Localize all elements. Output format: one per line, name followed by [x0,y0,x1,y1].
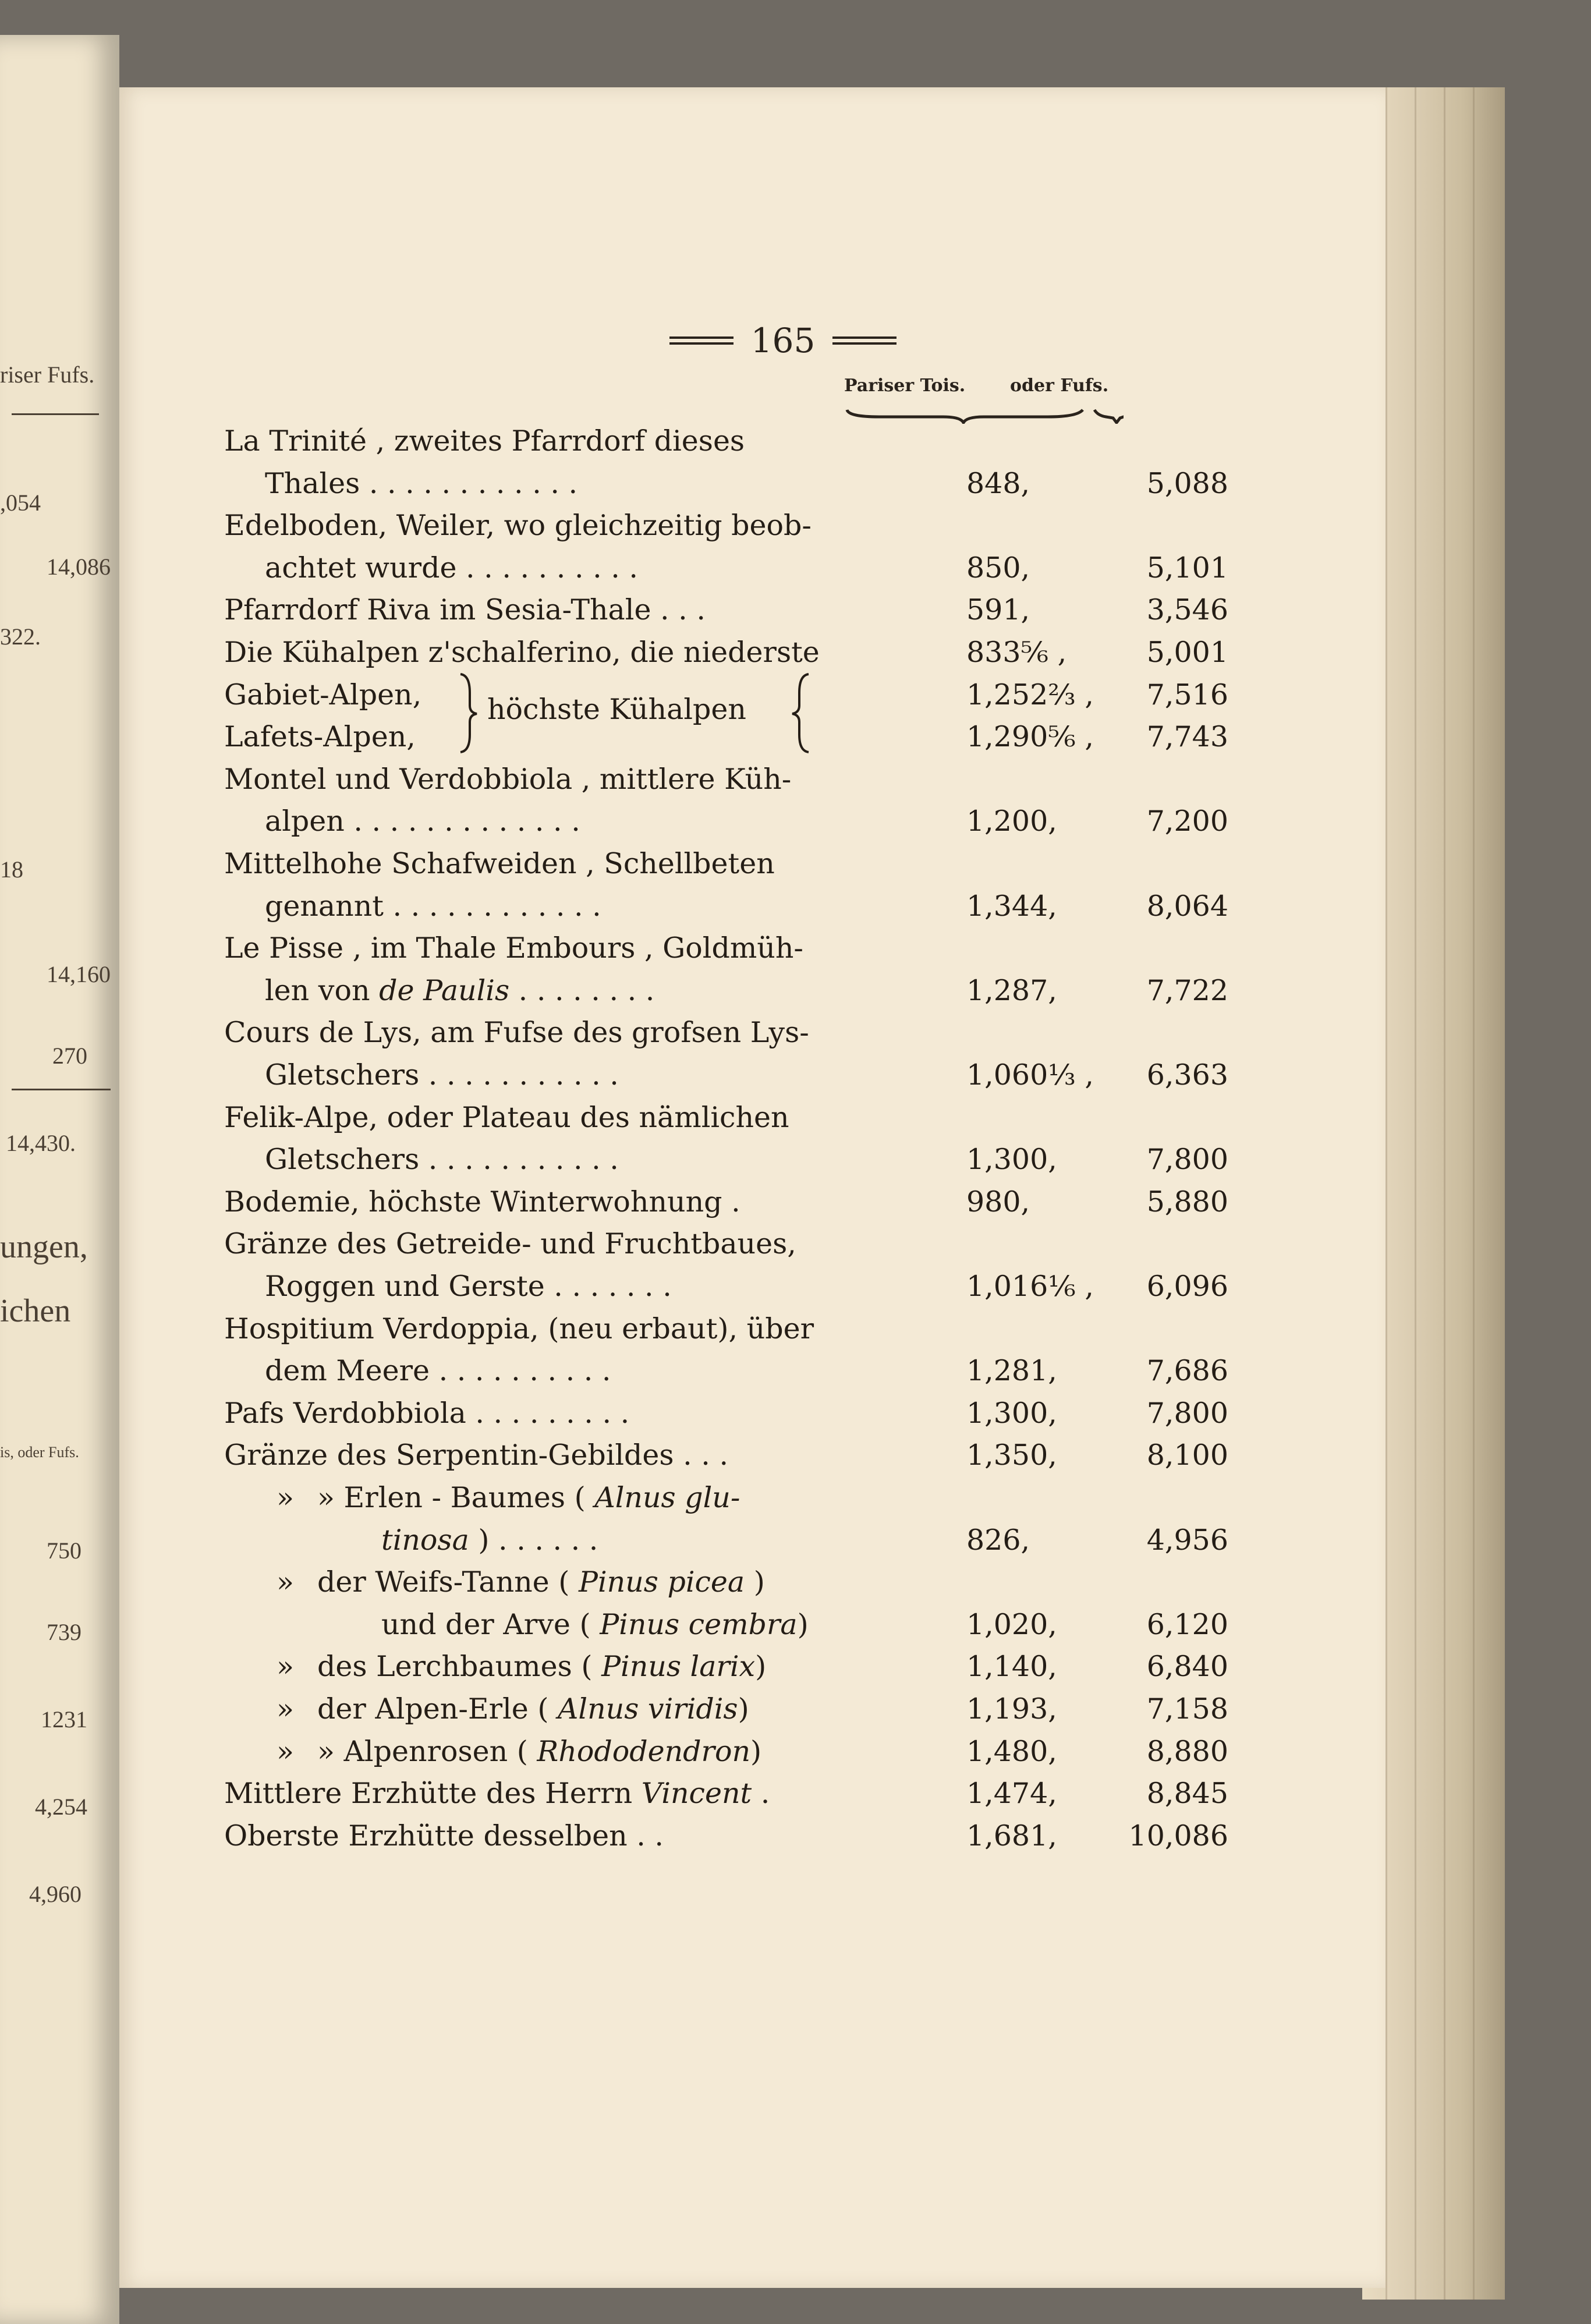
place-name [224,843,940,885]
value-toise: 1,300, [966,1143,1057,1177]
table-row [119,632,1386,674]
value-fuss: 4,956 [1146,1523,1228,1557]
table-row [119,1308,1386,1350]
place-name [265,1266,940,1308]
table-row [119,1350,1386,1392]
table-row [119,1097,1386,1139]
left-fragment: 270 [52,1043,87,1069]
value-fuss: 7,722 [1146,973,1228,1007]
place-name-text: alpen . . . . . . . . . . . . . [265,805,580,838]
table-row [119,1731,1386,1773]
place-name [265,1350,940,1392]
left-fragment: 739 [47,1619,82,1645]
place-name-text: len von [265,973,370,1007]
left-rule [12,1089,111,1090]
table-row [119,1773,1386,1815]
value-fuss: 7,800 [1146,1143,1228,1177]
place-name [224,674,451,716]
header-rule [832,336,897,345]
place-name-tail: . . . . . . . . [509,973,655,1007]
value-toise: 1,300, [966,1396,1057,1430]
place-name-italic: Pinus larix [601,1650,756,1684]
place-name [224,1012,940,1054]
left-curly-brace [457,669,480,757]
value-fuss: 6,120 [1146,1607,1228,1641]
value-toise: 1,252⅔ , [966,678,1094,711]
book-page [119,87,1386,2288]
table-row [119,759,1386,800]
value-toise: 1,200, [966,805,1057,838]
value-toise: 826, [966,1523,1030,1557]
ditto-mark: » [277,1734,294,1768]
left-fragment: ,054 [0,490,41,516]
place-name-italic: de Paulis [379,973,510,1007]
value-toise: 1,344, [966,889,1057,923]
left-fragment: 14,086 [47,554,111,580]
place-name-text: Bodemie, höchste Winterwohnung . [224,1185,740,1218]
page-header [643,314,923,367]
place-name [224,1773,940,1815]
place-name-text: achtet wurde . . . . . . . . . . [265,551,638,584]
place-name [224,589,940,631]
table-row [119,1815,1386,1857]
place-name [224,1731,940,1773]
value-fuss: 7,200 [1146,805,1228,838]
value-toise: 1,474, [966,1777,1057,1811]
place-name [224,1434,940,1476]
place-name [224,1393,940,1434]
left-fragment: riser Fufs. [0,362,95,388]
value-fuss: 6,840 [1146,1650,1228,1684]
table-row [119,1604,1386,1646]
place-name [265,547,940,589]
table-row [119,1646,1386,1688]
place-name [224,716,451,758]
value-toise: 1,287, [966,973,1057,1007]
value-toise: 980, [966,1185,1030,1218]
value-toise: 1,060⅓ , [966,1058,1094,1092]
table-row [119,589,1386,631]
table-row [119,1266,1386,1308]
place-name-text: Gletschers . . . . . . . . . . . [265,1143,619,1177]
place-name-text: und der Arve ( [381,1607,591,1641]
place-name-tail: ) [745,1565,765,1599]
place-name [224,1097,940,1139]
table-row [119,927,1386,969]
place-name-italic: Alnus viridis [558,1692,738,1726]
left-fragment: 14,160 [47,961,111,987]
place-name-text: Lafets-Alpen, [224,720,416,754]
place-name [224,1223,940,1265]
table-row [119,1054,1386,1096]
place-name [224,1646,940,1688]
table-row [119,1181,1386,1223]
place-name-text: Cours de Lys, am Fufse des grofsen Lys- [224,1016,809,1050]
table-row [119,843,1386,885]
value-toise: 1,290⅚ , [966,720,1094,754]
value-toise: 1,140, [966,1650,1057,1684]
value-toise: 850, [966,551,1030,584]
table-row [119,885,1386,927]
column-header-toise: Pariser Tois. [844,375,966,396]
table-row [119,1519,1386,1561]
left-fragment: ungen, [0,1229,88,1265]
place-name [224,759,940,800]
table-row [119,716,1386,758]
left-fragment: is, oder Fufs. [0,1444,79,1461]
column-header-fuss: oder Fufs. [1010,375,1109,396]
value-toise: 1,020, [966,1607,1057,1641]
table-row [119,1688,1386,1730]
value-fuss: 6,096 [1146,1270,1228,1303]
value-fuss: 10,086 [1128,1819,1228,1852]
place-name-text: Montel und Verdobbiola , mittlere Küh- [224,762,792,796]
place-name [224,1688,940,1730]
value-fuss: 8,064 [1146,889,1228,923]
place-name [224,927,940,969]
left-fragment: 14,430. [6,1130,76,1156]
place-name [224,1308,940,1350]
value-fuss: 7,743 [1146,720,1228,754]
place-name-text: dem Meere . . . . . . . . . . [265,1354,611,1388]
place-name-italic: Alnus glu- [594,1481,740,1514]
table-row [119,970,1386,1012]
left-fragment: 1231 [41,1706,87,1733]
left-fragment: 750 [47,1537,82,1564]
value-fuss: 7,516 [1146,678,1228,711]
place-name [265,1139,940,1181]
place-name-text: des Lerchbaumes ( [317,1650,593,1684]
place-name-text: genannt . . . . . . . . . . . . [265,889,601,923]
place-name [224,1561,940,1603]
place-name-text: Mittlere Erzhütte des Herrn [224,1777,633,1811]
table-row [119,547,1386,589]
table-row [119,1393,1386,1434]
table-row [119,1223,1386,1265]
place-name [224,420,940,462]
place-name-italic: Pinus picea [578,1565,745,1599]
ditto-mark: » [277,1692,294,1726]
left-fragment: 4,960 [29,1881,82,1907]
value-fuss: 5,101 [1146,551,1228,584]
place-name-text: Edelboden, Weiler, wo gleichzeitig beob- [224,509,812,543]
place-name-text: Roggen und Gerste . . . . . . . [265,1270,672,1303]
place-name [265,800,940,842]
place-name-text: Gränze des Serpentin-Gebildes . . . [224,1439,729,1472]
place-name-text: Gränze des Getreide- und Fruchtbaues, [224,1227,796,1261]
left-fragment: 4,254 [35,1794,87,1820]
right-curly-brace [789,669,812,757]
value-fuss: 8,880 [1146,1734,1228,1768]
place-name-text: Die Kühalpen z'schalferino, die niederste [224,636,820,669]
place-name-italic: Pinus cembra [600,1607,798,1641]
place-name [265,463,940,505]
brace-label: höchste Kühalpen [487,693,746,726]
value-toise: 1,016⅙ , [966,1270,1094,1303]
place-name-tail: ) [797,1607,809,1641]
place-name-text: der Weifs-Tanne ( [317,1565,570,1599]
table-row [119,505,1386,547]
left-fragment: ichen [0,1293,71,1329]
table-row [119,800,1386,842]
place-name [265,970,940,1012]
value-toise: 1,281, [966,1354,1057,1388]
place-name-text: Felik-Alpe, oder Plateau des nämlichen [224,1100,789,1134]
ditto-mark: » [277,1650,294,1684]
place-name [224,505,940,547]
value-toise: 1,681, [966,1819,1057,1852]
table-row [119,1477,1386,1519]
place-name-italic: tinosa [381,1523,469,1557]
left-fragment: 322. [0,623,41,650]
page-number: 165 [750,321,816,360]
table-row [119,1561,1386,1603]
ditto-mark: » [277,1565,294,1599]
place-name-tail: . [752,1777,770,1811]
value-fuss: 5,088 [1146,466,1228,500]
place-name-tail: ) . . . . . . [469,1523,598,1557]
place-name-text: La Trinité , zweites Pfarrdorf dieses [224,424,745,458]
value-toise: 1,480, [966,1734,1057,1768]
header-rule [669,336,734,345]
place-name-text: Mittelhohe Schafweiden , Schellbeten [224,847,775,880]
value-toise: 1,350, [966,1439,1057,1472]
table-row [119,420,1386,462]
value-fuss: 7,158 [1146,1692,1228,1726]
place-name [224,1815,940,1857]
value-fuss: 5,001 [1146,636,1228,669]
place-name-text: Oberste Erzhütte desselben . . [224,1819,664,1852]
place-name-italic: Vincent [641,1777,752,1811]
table-row [119,1434,1386,1476]
left-facing-page [0,35,119,2324]
place-name-text: der Alpen-Erle ( [317,1692,549,1726]
place-name-text: Hospitium Verdoppia, (neu erbaut), über [224,1312,814,1345]
value-toise: 1,193, [966,1692,1057,1726]
place-name-tail: ) [755,1650,767,1684]
place-name-text: Pafs Verdobbiola . . . . . . . . . [224,1396,630,1430]
table-row [119,1139,1386,1181]
place-name [224,1477,940,1519]
value-fuss: 7,686 [1146,1354,1228,1388]
value-fuss: 8,100 [1146,1439,1228,1472]
table-row [119,674,1386,716]
place-name [381,1604,940,1646]
value-toise: 833⅚ , [966,636,1067,669]
value-fuss: 5,880 [1146,1185,1228,1218]
value-fuss: 6,363 [1146,1058,1228,1092]
left-fragment: 18 [0,856,23,883]
value-toise: 848, [966,466,1030,500]
place-name-tail: ) [738,1692,749,1726]
place-name-text: Le Pisse , im Thale Embours , Goldmüh- [224,931,803,965]
place-name-text: Gletschers . . . . . . . . . . . [265,1058,619,1092]
place-name [224,1181,940,1223]
place-name-text: Pfarrdorf Riva im Sesia-Thale . . . [224,593,706,627]
place-name-text: Thales . . . . . . . . . . . . [265,466,578,500]
value-toise: 591, [966,593,1030,627]
table-row [119,463,1386,505]
ditto-mark: » [277,1481,294,1514]
place-name [381,1519,940,1561]
value-fuss: 8,845 [1146,1777,1228,1811]
table-row [119,1012,1386,1054]
place-name-text: » Erlen - Baumes ( [317,1481,586,1514]
value-fuss: 7,800 [1146,1396,1228,1430]
place-name-text: » Alpenrosen ( [317,1734,528,1768]
place-name-text: Gabiet-Alpen, [224,678,422,711]
place-name-tail: ) [750,1734,762,1768]
place-name [224,632,940,674]
left-rule [12,413,99,415]
place-name [265,885,940,927]
place-name [265,1054,940,1096]
value-fuss: 3,546 [1146,593,1228,627]
place-name-italic: Rhododendron [537,1734,751,1768]
